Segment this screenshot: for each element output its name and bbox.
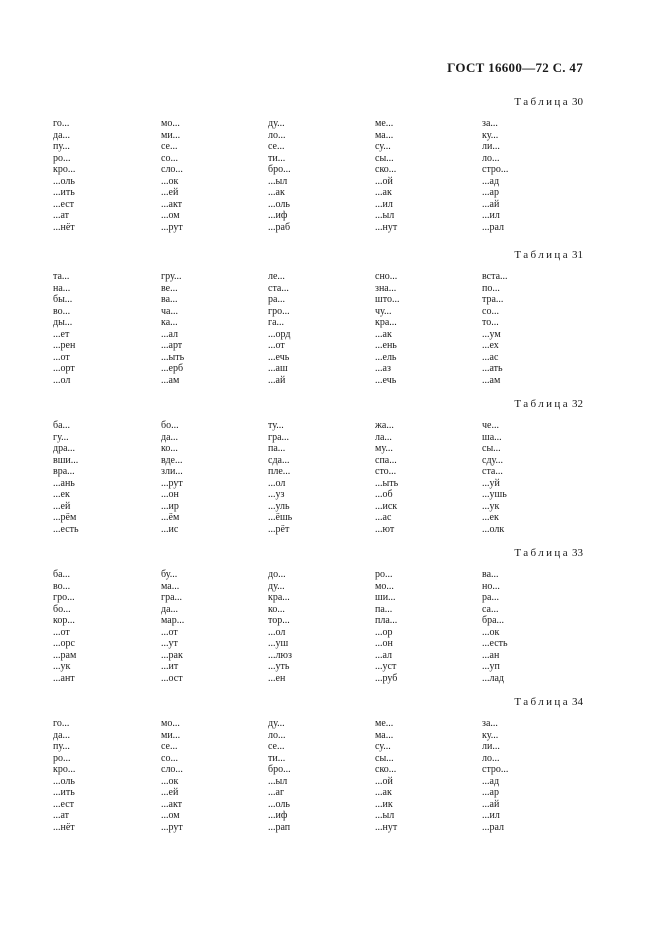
- table-cell: пла...: [375, 615, 398, 626]
- table-caption-label: Таблица: [514, 249, 570, 261]
- table-cell: ...он: [161, 489, 179, 500]
- table-cell: ...ак: [375, 328, 392, 340]
- table-cell: сы...: [482, 443, 501, 454]
- table-cell: ме...: [375, 118, 394, 129]
- table-cell: ...ил: [375, 198, 393, 210]
- table-cell: што...: [375, 294, 400, 305]
- table-column: [482, 271, 508, 386]
- table-cell: ...ечь: [375, 374, 397, 386]
- table-cell: ...уп: [482, 661, 500, 672]
- table-cell: ...иск: [375, 500, 398, 512]
- table-cell: ...рап: [268, 821, 291, 833]
- table-cell: ро...: [53, 152, 71, 164]
- table-cell: сы...: [375, 152, 394, 164]
- table-cell: ду...: [268, 580, 285, 592]
- table-cell: га...: [268, 317, 285, 328]
- table-cell: ва...: [161, 294, 178, 305]
- table-cell: ма...: [161, 580, 180, 592]
- table-column: [375, 271, 399, 386]
- table-cell: да...: [161, 603, 179, 615]
- table-cell: ...ет: [53, 328, 70, 340]
- table-cell: ...ан: [482, 649, 500, 661]
- table-column: [53, 569, 76, 684]
- table-cell: ...ар: [482, 187, 499, 198]
- table-cell: ...акт: [161, 198, 183, 210]
- table-cell: да...: [53, 129, 71, 141]
- table-cell: ...от: [53, 351, 70, 363]
- table-cell: ко...: [268, 603, 285, 615]
- table-cell: ...ыть: [375, 477, 399, 489]
- table-cell: го...: [53, 718, 70, 729]
- table-cell: ...оль: [268, 798, 290, 810]
- table-cell: ста...: [268, 282, 289, 294]
- table-cell: гра...: [161, 592, 183, 603]
- table-cell: ...ис: [161, 523, 179, 535]
- table-cell: ...есть: [53, 523, 79, 535]
- table-cell: ту...: [268, 420, 284, 431]
- table-caption-label: Таблица: [514, 547, 570, 559]
- table-cell: ...рёт: [268, 523, 290, 535]
- table-cell: ку...: [482, 129, 499, 141]
- table-cell: ...ей: [161, 787, 179, 798]
- table-cell: зна...: [375, 282, 397, 294]
- table-cell: ве...: [161, 282, 178, 294]
- table-cell: мо...: [375, 580, 394, 592]
- table-cell: бы...: [53, 294, 73, 305]
- table-cell: ...ал: [161, 328, 179, 340]
- table-cell: тра...: [482, 294, 504, 305]
- table-cell: до...: [268, 569, 286, 580]
- table-cell: ду...: [268, 718, 285, 729]
- table-cell: ро...: [375, 569, 393, 580]
- table-cell: ма...: [375, 729, 394, 741]
- table-caption: [514, 696, 583, 708]
- table-cell: ...иф: [268, 810, 288, 821]
- table-cell: жа...: [375, 420, 394, 431]
- table-cell: ...ол: [268, 626, 286, 638]
- table-cell: ти...: [268, 152, 286, 164]
- table-cell: во...: [53, 580, 71, 592]
- table-cell: да...: [161, 431, 179, 443]
- table-cell: ...есть: [482, 638, 508, 649]
- table-cell: ...ать: [482, 363, 503, 374]
- table-cell: ...от: [53, 626, 70, 638]
- table-cell: ша...: [482, 431, 502, 443]
- table-cell: ...иф: [268, 210, 288, 221]
- table-cell: ло...: [268, 729, 286, 741]
- table-cell: со...: [161, 752, 178, 764]
- table-column: [161, 271, 184, 386]
- table-cell: за...: [482, 118, 498, 129]
- table-cell: ...ыл: [375, 810, 395, 821]
- table-column: [268, 569, 292, 684]
- table-caption: [514, 249, 583, 261]
- table-cell: бо...: [161, 420, 179, 431]
- table-cell: тор...: [268, 615, 290, 626]
- table-cell: ...арт: [161, 340, 183, 351]
- table-cell: ...акт: [161, 798, 183, 810]
- table-cell: ...ар: [482, 787, 499, 798]
- table-cell: гра...: [268, 431, 290, 443]
- table-cell: ра...: [482, 592, 499, 603]
- table-caption-label: Таблица: [514, 696, 570, 708]
- table-cell: ...ек: [53, 489, 70, 500]
- table-cell: ...рут: [161, 821, 183, 833]
- table-column: [268, 718, 291, 833]
- table-cell: ...ех: [482, 340, 499, 351]
- table-cell: за...: [482, 718, 498, 729]
- table-cell: ...ак: [375, 787, 392, 798]
- table-cell: ...нёт: [53, 821, 75, 833]
- table-cell: ...ир: [161, 500, 179, 512]
- table-cell: ра...: [268, 294, 285, 305]
- table-cell: зли...: [161, 466, 183, 477]
- table-cell: бо...: [53, 603, 71, 615]
- table-cell: чу...: [375, 305, 392, 317]
- table-cell: ...уз: [268, 489, 285, 500]
- table-cell: ти...: [268, 752, 286, 764]
- table-cell: ...олк: [482, 523, 505, 535]
- table-cell: та...: [53, 271, 70, 282]
- table-cell: ...ас: [375, 512, 392, 523]
- table-cell: ...ад: [482, 775, 500, 787]
- table-cell: ...ок: [161, 175, 179, 187]
- table-column: [482, 118, 508, 233]
- table-column: [268, 420, 292, 535]
- table-cell: ...люз: [268, 649, 292, 661]
- table-cell: ...ыть: [161, 351, 185, 363]
- table-cell: ...от: [268, 340, 285, 351]
- table-cell: ми...: [161, 129, 181, 141]
- table-cell: гру...: [161, 271, 182, 282]
- table-cell: ...ак: [268, 187, 285, 198]
- table-cell: ча...: [161, 305, 178, 317]
- table-cell: вде...: [161, 454, 183, 466]
- table-cell: ...орт: [53, 363, 75, 374]
- table-cell: ...рём: [53, 512, 77, 523]
- table-cell: ...ест: [53, 798, 74, 810]
- table-cell: да...: [53, 729, 71, 741]
- table-cell: ва...: [482, 569, 499, 580]
- table-cell: стро...: [482, 164, 509, 175]
- table-cell: ло...: [482, 152, 500, 164]
- table-cell: сы...: [375, 752, 394, 764]
- table-cell: ме...: [375, 718, 394, 729]
- table-cell: ...орс: [53, 638, 75, 649]
- table-cell: па...: [375, 603, 393, 615]
- table-cell: ...ам: [482, 374, 501, 386]
- table-cell: гу...: [53, 431, 69, 443]
- table-cell: го...: [53, 118, 70, 129]
- table-cell: ...аз: [375, 363, 391, 374]
- table-column: [375, 718, 397, 833]
- table-caption: [514, 547, 583, 559]
- table-cell: ле...: [268, 271, 285, 282]
- table-cell: ...ит: [161, 661, 179, 672]
- table-cell: ...ай: [482, 198, 500, 210]
- table-column: [375, 118, 397, 233]
- table-cell: ...он: [375, 638, 393, 649]
- table-cell: бро...: [268, 764, 291, 775]
- table-cell: гро...: [53, 592, 75, 603]
- table-cell: ...ечь: [268, 351, 290, 363]
- table-cell: ...ём: [161, 512, 180, 523]
- table-cell: ...ук: [53, 661, 71, 672]
- table-cell: ...ил: [482, 210, 500, 221]
- table-cell: бу...: [161, 569, 178, 580]
- table-cell: ...ыл: [268, 175, 288, 187]
- table-cell: ро...: [53, 752, 71, 764]
- table-cell: на...: [53, 282, 71, 294]
- table-caption-label: Таблица: [514, 398, 570, 410]
- table-cell: ...аш: [268, 363, 288, 374]
- table-cell: ма...: [375, 129, 394, 141]
- table-cell: мо...: [161, 718, 180, 729]
- table-cell: ...ёшь: [268, 512, 293, 523]
- table-column: [161, 569, 184, 684]
- table-cell: вра...: [53, 466, 75, 477]
- table-cell: ...ек: [482, 512, 499, 523]
- table-cell: пле...: [268, 466, 291, 477]
- table-cell: ...рут: [161, 221, 183, 233]
- table-cell: ...ор: [375, 626, 393, 638]
- table-cell: ...уй: [482, 477, 500, 489]
- table-column: [482, 718, 508, 833]
- table-cell: ско...: [375, 764, 397, 775]
- table-cell: ...уст: [375, 661, 397, 672]
- table-column: [482, 569, 508, 684]
- table-cell: спа...: [375, 454, 397, 466]
- table-cell: ...раб: [268, 221, 291, 233]
- table-cell: но...: [482, 580, 500, 592]
- table-cell: ...ей: [161, 187, 179, 198]
- table-cell: стро...: [482, 764, 509, 775]
- table-cell: ...ей: [53, 500, 71, 512]
- table-cell: пу...: [53, 741, 70, 752]
- table-cell: кра...: [375, 317, 397, 328]
- table-cell: ...уш: [268, 638, 289, 649]
- table-cell: ...ыл: [375, 210, 395, 221]
- table-cell: бра...: [482, 615, 505, 626]
- table-cell: ла...: [375, 431, 392, 443]
- table-caption-number: 33: [572, 547, 583, 559]
- table-cell: ...ой: [375, 175, 393, 187]
- table-caption-number: 31: [572, 249, 583, 261]
- table-cell: кор...: [53, 615, 75, 626]
- table-cell: кро...: [53, 764, 76, 775]
- table-column: [161, 118, 183, 233]
- table-cell: сно...: [375, 271, 398, 282]
- table-cell: ...ерб: [161, 363, 184, 374]
- table-cell: ...ол: [53, 374, 71, 386]
- table-cell: кро...: [53, 164, 76, 175]
- table-column: [375, 569, 397, 684]
- table-cell: ...ук: [482, 500, 500, 512]
- table-cell: ...ен: [268, 672, 286, 684]
- table-cell: гро...: [268, 305, 290, 317]
- table-cell: ...руб: [375, 672, 398, 684]
- table-cell: ...ить: [53, 187, 75, 198]
- table-cell: ...ант: [53, 672, 75, 684]
- table-cell: ...рак: [161, 649, 183, 661]
- table-cell: ...ок: [482, 626, 500, 638]
- table-cell: вши...: [53, 454, 79, 466]
- table-cell: ...ыл: [268, 775, 288, 787]
- table-cell: ...ой: [375, 775, 393, 787]
- table-cell: пу...: [53, 141, 70, 152]
- table-cell: па...: [268, 443, 286, 454]
- table-column: [268, 118, 291, 233]
- table-cell: ...ут: [161, 638, 178, 649]
- table-cell: ...рам: [53, 649, 77, 661]
- table-cell: ку...: [482, 729, 499, 741]
- table-cell: ...аг: [268, 787, 285, 798]
- table-cell: ...ель: [375, 351, 397, 363]
- table-cell: сду...: [482, 454, 504, 466]
- table-cell: ло...: [482, 752, 500, 764]
- table-cell: ка...: [161, 317, 178, 328]
- table-cell: се...: [161, 741, 178, 752]
- table-cell: сло...: [161, 164, 183, 175]
- table-cell: ...от: [161, 626, 178, 638]
- table-cell: сто...: [375, 466, 397, 477]
- table-cell: ...ил: [482, 810, 500, 821]
- table-cell: со...: [482, 305, 499, 317]
- table-cell: ...ом: [161, 810, 180, 821]
- table-column: [161, 718, 183, 833]
- table-cell: ...ол: [268, 477, 286, 489]
- table-cell: ...нут: [375, 821, 398, 833]
- table-cell: по...: [482, 282, 500, 294]
- table-cell: то...: [482, 317, 499, 328]
- table-cell: ...уть: [268, 661, 290, 672]
- table-cell: ба...: [53, 420, 71, 431]
- table-cell: се...: [268, 741, 285, 752]
- table-caption-number: 34: [572, 696, 583, 708]
- table-cell: ли...: [482, 141, 500, 152]
- page-header: ГОСТ 16600—72 С. 47: [447, 60, 583, 75]
- table-cell: ...рал: [482, 221, 505, 233]
- table-cell: ...нут: [375, 221, 398, 233]
- table-cell: ду...: [268, 118, 285, 129]
- table-cell: ...ют: [375, 523, 395, 535]
- table-caption-number: 32: [572, 398, 583, 410]
- table-cell: ло...: [268, 129, 286, 141]
- table-cell: во...: [53, 305, 71, 317]
- table-cell: ...ак: [375, 187, 392, 198]
- table-cell: се...: [161, 141, 178, 152]
- table-column: [53, 718, 75, 833]
- table-column: [53, 420, 79, 535]
- table-cell: ...ай: [482, 798, 500, 810]
- table-cell: су...: [375, 741, 391, 752]
- table-cell: ...рен: [53, 340, 76, 351]
- table-cell: ста...: [482, 466, 503, 477]
- table-cell: ...уль: [268, 500, 290, 512]
- table-caption: [514, 96, 583, 108]
- table-cell: ...ум: [482, 328, 501, 340]
- table-cell: ...рут: [161, 477, 183, 489]
- table-caption: [514, 398, 583, 410]
- table-cell: ...ост: [161, 672, 183, 684]
- table-cell: ...ад: [482, 175, 500, 187]
- table-cell: ско...: [375, 164, 397, 175]
- table-cell: ши...: [375, 592, 396, 603]
- table-cell: ...ом: [161, 210, 180, 221]
- table-cell: бро...: [268, 164, 291, 175]
- table-column: [161, 420, 183, 535]
- table-cell: ...ай: [268, 374, 286, 386]
- table-cell: ...ок: [161, 775, 179, 787]
- table-cell: ба...: [53, 569, 71, 580]
- table-cell: сло...: [161, 764, 183, 775]
- table-column: [375, 420, 398, 535]
- table-caption-label: Таблица: [514, 96, 570, 108]
- table-cell: ...оль: [268, 198, 290, 210]
- table-cell: ды...: [53, 317, 73, 328]
- table-cell: ми...: [161, 729, 181, 741]
- table-cell: ...оль: [53, 175, 75, 187]
- table-cell: ...ал: [375, 649, 393, 661]
- table-cell: ...ас: [482, 351, 499, 363]
- table-cell: ко...: [161, 443, 178, 454]
- table-cell: му...: [375, 443, 393, 454]
- table-column: [53, 271, 75, 386]
- table-cell: ...об: [375, 489, 393, 500]
- table-cell: ...ушь: [482, 489, 507, 500]
- table-cell: ...рал: [482, 821, 505, 833]
- table-cell: ...ань: [53, 477, 75, 489]
- table-cell: се...: [268, 141, 285, 152]
- table-cell: ...орд: [268, 328, 291, 340]
- table-cell: со...: [161, 152, 178, 164]
- table-cell: дра...: [53, 443, 76, 454]
- table-cell: су...: [375, 141, 391, 152]
- table-column: [268, 271, 290, 386]
- table-cell: кра...: [268, 592, 290, 603]
- table-cell: ...лад: [482, 672, 505, 684]
- table-cell: мо...: [161, 118, 180, 129]
- table-cell: ...ест: [53, 198, 74, 210]
- table-cell: ...оль: [53, 775, 75, 787]
- table-cell: сда...: [268, 454, 290, 466]
- table-cell: ...ить: [53, 787, 75, 798]
- table-column: [482, 420, 507, 535]
- table-cell: са...: [482, 603, 499, 615]
- table-column: [53, 118, 75, 233]
- table-caption-number: 30: [572, 96, 583, 108]
- table-cell: ...ат: [53, 810, 70, 821]
- table-cell: вста...: [482, 271, 508, 282]
- table-cell: ...ик: [375, 798, 393, 810]
- table-cell: мар...: [161, 615, 185, 626]
- table-cell: ...нёт: [53, 221, 75, 233]
- table-cell: ...ам: [161, 374, 180, 386]
- table-cell: ...ень: [375, 340, 397, 351]
- table-cell: ли...: [482, 741, 500, 752]
- table-cell: ...ат: [53, 210, 70, 221]
- table-cell: че...: [482, 420, 499, 431]
